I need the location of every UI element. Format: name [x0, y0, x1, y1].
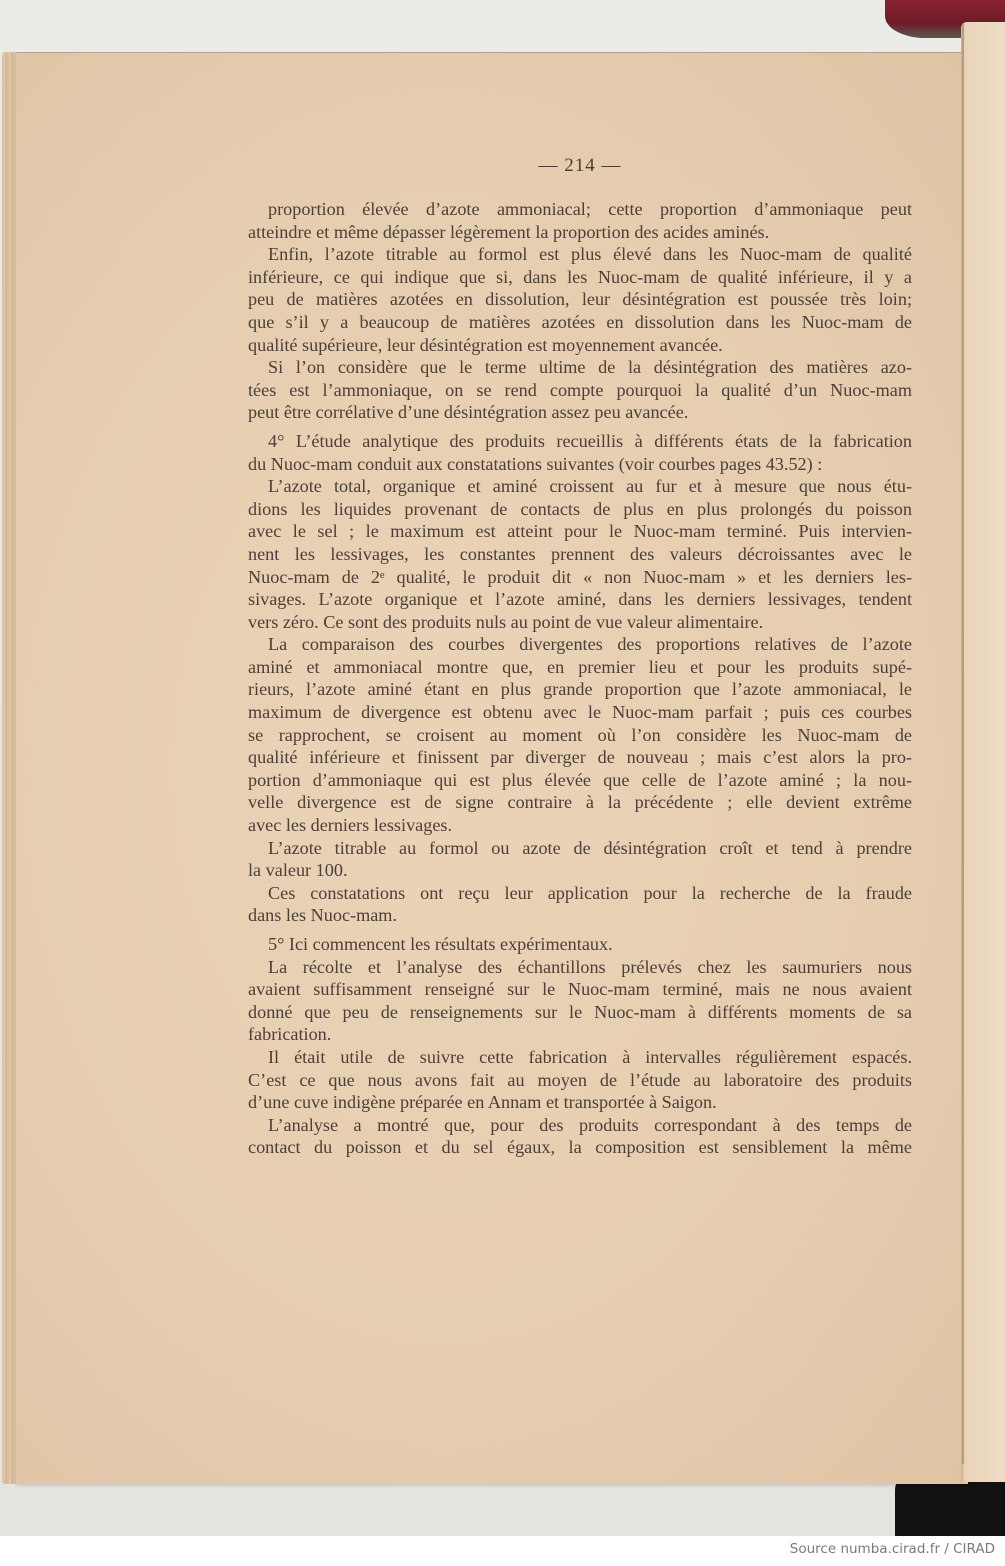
text-line: atteindre et même dépasser légèrement la proportion des acides aminés.	[248, 221, 770, 242]
text-line: fabrication.	[248, 1024, 332, 1045]
paragraph	[248, 1114, 912, 1159]
text-line: contact du poisson et du sel égaux, la composition est sensiblement la même	[248, 1137, 912, 1158]
text-line: C’est ce que nous avons fait au moyen de l’étude au laboratoire des produits	[248, 1069, 912, 1090]
text-line: d’une cuve indigène préparée en Annam et transportée à Saigon.	[248, 1092, 717, 1113]
text-line: dans les Nuoc-mam.	[248, 905, 397, 926]
text-line: peut être corrélative d’une désintégration assez peu avancée.	[248, 402, 689, 423]
text-line: que s’il y a beaucoup de matières azotées en dissolution dans les Nuoc-mam de	[248, 311, 912, 332]
text-line: La comparaison des courbes divergentes des proportions relatives de l’azote	[268, 634, 912, 655]
body-text	[248, 198, 912, 1159]
text-line: se rapprochent, se croisent au moment où l’on considère les Nuoc-mam de	[248, 724, 912, 745]
text-line: dions les liquides provenant de contacts de plus en plus prolongés du poisson	[248, 498, 912, 519]
paragraph	[248, 1046, 912, 1114]
paragraph	[248, 956, 912, 1046]
page-number: — 214 —	[538, 155, 622, 176]
text-line: maximum de divergence est obtenu avec le Nuoc-mam parfait ; puis ces courbes	[248, 702, 912, 723]
paragraph	[248, 633, 912, 836]
paragraph	[248, 933, 912, 956]
text-line: tées est l’ammoniaque, on se rend compte pourquoi la qualité d’un Nuoc-mam	[248, 379, 912, 400]
text-line: avec le sel ; le maximum est atteint pour le Nuoc-mam terminé. Puis intervien-	[248, 521, 912, 542]
text-line: L’azote titrable au formol ou azote de désintégration croît et tend à prendre	[268, 837, 912, 858]
text-line: donné que peu de renseignements sur le Nuoc-mam à différents moments de sa	[248, 1001, 912, 1022]
text-line: Ces constatations ont reçu leur application pour la recherche de la fraude	[268, 882, 912, 903]
source-credit: Source numba.cirad.fr / CIRAD	[789, 1541, 995, 1557]
text-line: nent les lessivages, les constantes prennent des valeurs décroissantes avec le	[248, 543, 912, 564]
paragraph	[248, 243, 912, 356]
text-line: Nuoc-mam de 2ᵉ qualité, le produit dit « non Nuoc-mam » et les derniers les-	[248, 566, 912, 587]
text-line: sivages. L’azote organique et l’azote aminé, dans les derniers lessivages, tendent	[248, 589, 912, 610]
paragraph	[248, 837, 912, 882]
paragraph	[248, 430, 912, 475]
text-line: du Nuoc-mam conduit aux constatations suivantes (voir courbes pages 43.52) :	[248, 453, 823, 474]
text-line: qualité supérieure, leur désintégration est moyennement avancée.	[248, 334, 723, 355]
paragraph	[248, 882, 912, 927]
text-line: avaient suffisamment renseigné sur le Nuoc-mam terminé, mais ne nous avaient	[248, 979, 912, 1000]
text-line: rieurs, l’azote aminé étant en plus grande proportion que l’azote ammoniacal, le	[248, 679, 912, 700]
gutter-fold	[962, 24, 964, 1464]
text-line: 5° Ici commencent les résultats expérimentaux.	[268, 934, 613, 954]
text-line: velle divergence est de signe contraire à la précédente ; elle devient extrême	[248, 792, 912, 813]
text-line: avec les derniers lessivages.	[248, 815, 453, 836]
text-line: L’azote total, organique et aminé croissent au fur et à mesure que nous étu-	[268, 476, 912, 497]
text-line: qualité inférieure et finissent par diverger de nouveau ; mais c’est alors la pro-	[248, 747, 912, 768]
text-line: Si l’on considère que le terme ultime de la désintégration des matières azo-	[268, 357, 912, 378]
text-line: La récolte et l’analyse des échantillons prélevés chez les saumuriers nous	[268, 956, 912, 977]
text-line: proportion élevée d’azote ammoniacal; cette proportion d’ammoniaque peut	[268, 199, 912, 219]
text-line: Enfin, l’azote titrable au formol est plus élevé dans les Nuoc-mam de qualité	[268, 244, 912, 265]
text-line: L’analyse a montré que, pour des produits correspondant à des temps de	[268, 1114, 912, 1135]
paragraph	[248, 475, 912, 633]
text-line: portion d’ammoniaque qui est plus élevée que celle de l’azote aminé ; la nou-	[248, 769, 912, 790]
paragraph	[248, 356, 912, 424]
text-line: peu de matières azotées en dissolution, leur désintégration est poussée très loin;	[248, 289, 912, 310]
text-line: la valeur 100.	[248, 860, 348, 881]
next-page-gutter	[961, 22, 1005, 1482]
text-line: vers zéro. Ce sont des produits nuls au point de vue valeur alimentaire.	[248, 611, 764, 632]
text-line: 4° L’étude analytique des produits recueillis à différents états de la fabrication	[268, 430, 912, 451]
text-line: aminé et ammoniacal montre que, en premier lieu et pour les produits supé-	[248, 656, 912, 677]
text-line: Il était utile de suivre cette fabrication à intervalles régulièrement espacés.	[268, 1046, 912, 1067]
text-line: inférieure, ce qui indique que si, dans les Nuoc-mam de qualité inférieure, il y a	[248, 266, 912, 287]
paragraph	[248, 198, 912, 243]
